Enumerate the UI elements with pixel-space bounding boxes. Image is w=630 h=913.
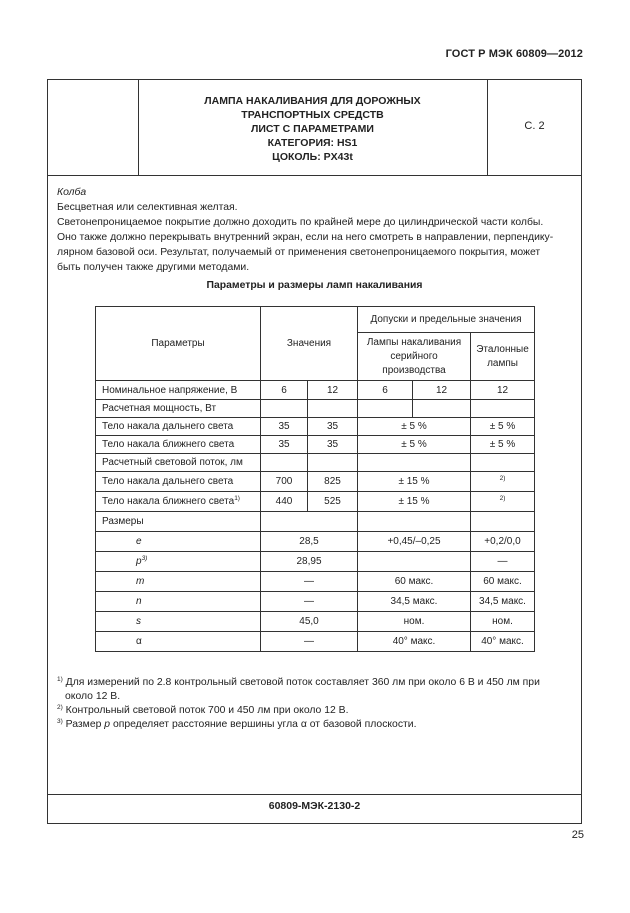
cell: 6 [358,381,413,400]
cell: ном. [358,612,471,632]
body-line: Светонепроницаемое покрытие должно доходить по крайней мере до цилиндрической части колбы. [57,217,544,228]
header-divider [47,175,582,176]
cell: 40° макс. [471,632,535,652]
footnote-2: $^{2)}$ Контрольный световой поток 700 и 450 лм при около 12 В. [57,704,349,716]
footnote-3: $^{3)}$ Размер p определяет расстояние вершины угла α от базовой плоскости. [57,718,417,730]
header-tolerances: Допуски и предельные значения [358,307,535,333]
cell: — [261,572,358,592]
cell: +0,2/0,0 [471,532,535,552]
cell: 60 макс. [358,572,471,592]
flux-far-label: Тело накала дальнего света [96,472,261,492]
section-heading: Колба [57,187,87,198]
cell: 34,5 макс. [471,592,535,612]
cell: ± 5 % [471,418,535,436]
footnote-ref: 3) [141,555,148,562]
cell: — [261,592,358,612]
footnote-1: $^{1)}$ Для измерений по 2.8 контрольный световой поток составляет 360 лм при около 6 В и 450 лм при [57,676,540,688]
cell: 35 [261,418,308,436]
footnotes [57,676,577,732]
cell: 12 [413,381,471,400]
parameters-table [95,306,535,652]
dim-symbol: m [96,572,261,592]
sheet-title: ЛАМПА НАКАЛИВАНИЯ ДЛЯ ДОРОЖНЫХ ТРАНСПОРТНЫХ СРЕДСТВ ЛИСТ С ПАРАМЕТРАМИ КАТЕГОРИЯ: HS1 ЦОКОЛЬ: PX43t [204,95,421,163]
cell: ном. [471,612,535,632]
page-number: 25 [571,829,584,841]
cell: 28,95 [261,552,358,572]
cell: ± 5 % [471,436,535,454]
cell: 525 [308,492,358,512]
cell [471,492,535,512]
cell: ± 15 % [358,472,471,492]
cell: ± 15 % [358,492,471,512]
body-line: Оно также должно перекрывать внутренний экран, если на него смотреть в направлении, перпендику- [57,232,554,243]
cell: 60 макс. [471,572,535,592]
cell: 825 [308,472,358,492]
cell: — [261,632,358,652]
footnote-ref: 2) [499,495,506,502]
cell: 40° макс. [358,632,471,652]
footnote-ref: 2) [499,475,506,482]
cell: 12 [471,381,535,400]
cell [471,472,535,492]
cell [358,552,471,572]
standard-designation: ГОСТ Р МЭК 60809—2012 [445,48,583,60]
flux-near-label: Тело накала ближнего света$^{1)}$ [96,492,261,512]
sheet-page-ref: С. 2 [524,120,545,132]
header-values: Значения [261,307,358,381]
sheet-code: 60809-МЭК-2130-2 [268,800,361,812]
cell: ± 5 % [358,436,471,454]
cell: 6 [261,381,308,400]
body-line: лярном базовой оси. Результат, получаемый от применения светонепроницаемого покрытия, может [57,247,541,258]
dim-symbol: α [96,632,261,652]
cell: — [471,552,535,572]
footnote-ref: 1) [234,495,240,502]
footnote-1-cont: около 12 В. [65,691,121,702]
bulb-description [57,185,575,275]
header-params: Параметры [96,307,261,381]
cell: 35 [308,436,358,454]
power-far-label: Тело накала дальнего света [96,418,261,436]
cell: 440 [261,492,308,512]
flux-label: Расчетный световой поток, лм [96,454,261,472]
dim-symbol: e [96,532,261,552]
power-near-label: Тело накала ближнего света [96,436,261,454]
body-line: быть получен также другими методами. [57,262,250,273]
cell: 12 [308,381,358,400]
header-reference: Эталонные лампы [471,333,535,381]
cell: +0,45/–0,25 [358,532,471,552]
voltage-label: Номинальное напряжение, В [96,381,261,400]
cell: 35 [261,436,308,454]
power-label: Расчетная мощность, Вт [96,400,261,418]
cell: 700 [261,472,308,492]
table-title: Параметры и размеры ламп накаливания [206,280,423,291]
cell: 34,5 макс. [358,592,471,612]
body-line: Бесцветная или селективная желтая. [57,202,238,213]
cell: 28,5 [261,532,358,552]
header-serial: Лампы накаливания серийного производства [358,333,471,381]
dim-symbol: s [96,612,261,632]
cell: 35 [308,418,358,436]
dim-symbol: $p^{3)}$ [96,552,261,572]
dims-label: Размеры [96,512,261,532]
cell: ± 5 % [358,418,471,436]
cell: 45,0 [261,612,358,632]
dim-symbol: n [96,592,261,612]
footer-divider [47,794,582,795]
